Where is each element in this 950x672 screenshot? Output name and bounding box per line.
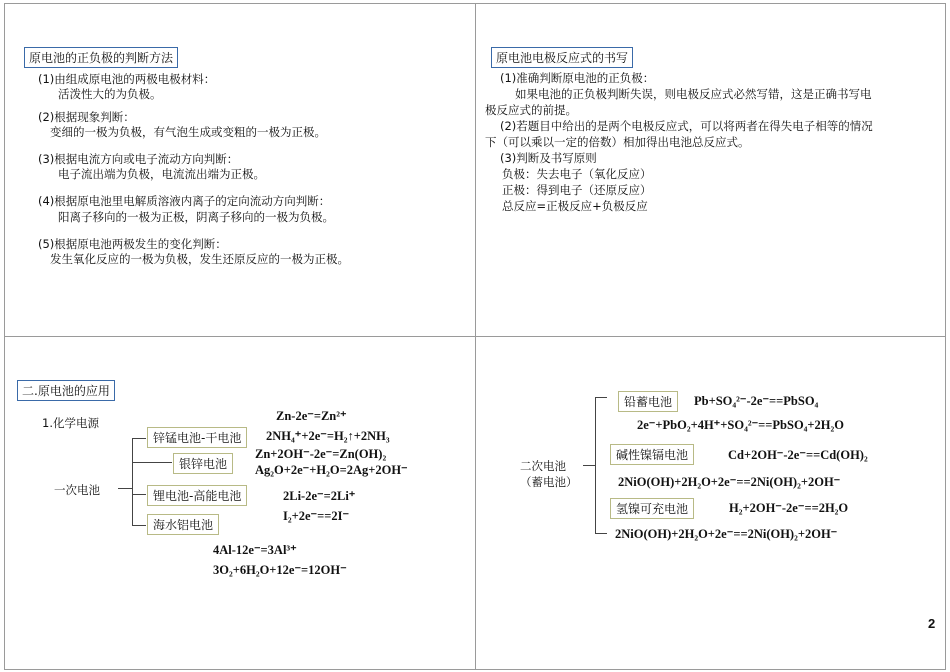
battery-box: 铅蓄电池 <box>618 391 678 412</box>
q3-brace-arm <box>132 494 146 495</box>
q2-line: 下（可以乘以一定的倍数）相加得出电池总反应式。 <box>485 135 750 149</box>
battery-box: 氢镍可充电池 <box>610 498 694 519</box>
q1-line: 发生氧化反应的一极为负极，发生还原反应的一极为正极。 <box>50 252 349 266</box>
q3-brace-arm <box>132 438 146 439</box>
q4-group-label: 二次电池 <box>520 459 566 473</box>
equation: Zn+2OH⁻-2e⁻=Zn(OH)₂ <box>255 447 387 461</box>
equation: 2NiO(OH)+2H₂O+2e⁻==2Ni(OH)₂+2OH⁻ <box>618 475 841 489</box>
q1-line: 活泼性大的为负极。 <box>58 87 162 101</box>
equation: 2NH₄⁺+2e⁻=H₂↑+2NH₃ <box>266 429 390 443</box>
q4-brace-vertical <box>595 397 596 533</box>
battery-box: 锂电池-高能电池 <box>147 485 247 506</box>
battery-box: 海水铝电池 <box>147 514 219 535</box>
battery-box: 碱性镍镉电池 <box>610 444 694 465</box>
battery-box: 锌锰电池-干电池 <box>147 427 247 448</box>
q3-brace-arm <box>132 525 146 526</box>
q3-brace-arm <box>132 462 172 463</box>
q2-title: 原电池电极反应式的书写 <box>491 47 633 68</box>
q2-line: 如果电池的正负极判断失误，则电极反应式必然写错，这是正确书写电 <box>515 87 872 101</box>
q1-line: (2)根据现象判断： <box>38 110 135 124</box>
equation: Cd+2OH⁻-2e⁻==Cd(OH)₂ <box>728 448 868 462</box>
q4-group-sublabel: （蓄电池） <box>520 475 578 489</box>
equation: 2NiO(OH)+2H₂O+2e⁻==2Ni(OH)₂+2OH⁻ <box>615 527 838 541</box>
equation: 3O₂+6H₂O+12e⁻=12OH⁻ <box>213 563 347 577</box>
q1-line: 电子流出端为负极，电流流出端为正极。 <box>58 167 265 181</box>
equation: 2e⁻+PbO₂+4H⁺+SO₄²⁻==PbSO₄+2H₂O <box>637 418 844 432</box>
equation: 2Li-2e⁻=2Li⁺ <box>283 489 356 503</box>
q1-line: 阳离子移向的一极为正极，阴离子移向的一极为负极。 <box>58 210 334 224</box>
q3-brace-vertical <box>132 438 133 526</box>
q1-line: (4)根据原电池里电解质溶液内离子的定向流动方向判断： <box>38 194 331 208</box>
q2-line: 正极：得到电子（还原反应） <box>502 183 652 197</box>
q2-line: 极反应式的前提。 <box>485 103 577 117</box>
q3-brace-stem <box>118 488 132 489</box>
q1-line: (3)根据电流方向或电子流动方向判断： <box>38 152 239 166</box>
q2-line: 负极：失去电子（氧化反应） <box>502 167 652 181</box>
equation: H₂+2OH⁻-2e⁻==2H₂O <box>729 501 849 515</box>
q2-line: (3)判断及书写原则 <box>500 151 597 165</box>
battery-box: 银锌电池 <box>173 453 233 474</box>
equation: 4Al-12e⁻=3Al³⁺ <box>213 543 297 557</box>
panel-bottom-right <box>475 336 946 670</box>
equation: Pb+SO₄²⁻-2e⁻==PbSO₄ <box>694 394 819 408</box>
q4-brace-stem <box>583 465 595 466</box>
equation: Zn-2e⁻=Zn²⁺ <box>276 409 347 423</box>
q4-brace-top <box>595 397 607 398</box>
q4-brace-bottom <box>595 533 607 534</box>
q1-line: (5)根据原电池两极发生的变化判断： <box>38 237 227 251</box>
q2-line: (1)准确判断原电池的正负极： <box>500 71 655 85</box>
page-number: 2 <box>928 616 936 631</box>
q1-line: 变细的一极为负极，有气泡生成或变粗的一极为正极。 <box>50 125 326 139</box>
q3-title: 二.原电池的应用 <box>17 380 115 401</box>
q3-subtitle: 1.化学电源 <box>42 416 99 430</box>
q2-line: (2)若题目中给出的是两个电极反应式，可以将两者在得失电子相等的情况 <box>500 119 873 133</box>
q3-group-label: 一次电池 <box>54 483 100 497</box>
equation: Ag₂O+2e⁻+H₂O=2Ag+2OH⁻ <box>255 463 408 477</box>
q2-line: 总反应=正极反应+负极反应 <box>502 199 648 213</box>
q1-title: 原电池的正负极的判断方法 <box>24 47 178 68</box>
q1-line: (1)由组成原电池的两极电极材料： <box>38 72 216 86</box>
equation: I₂+2e⁻==2I⁻ <box>283 509 350 523</box>
